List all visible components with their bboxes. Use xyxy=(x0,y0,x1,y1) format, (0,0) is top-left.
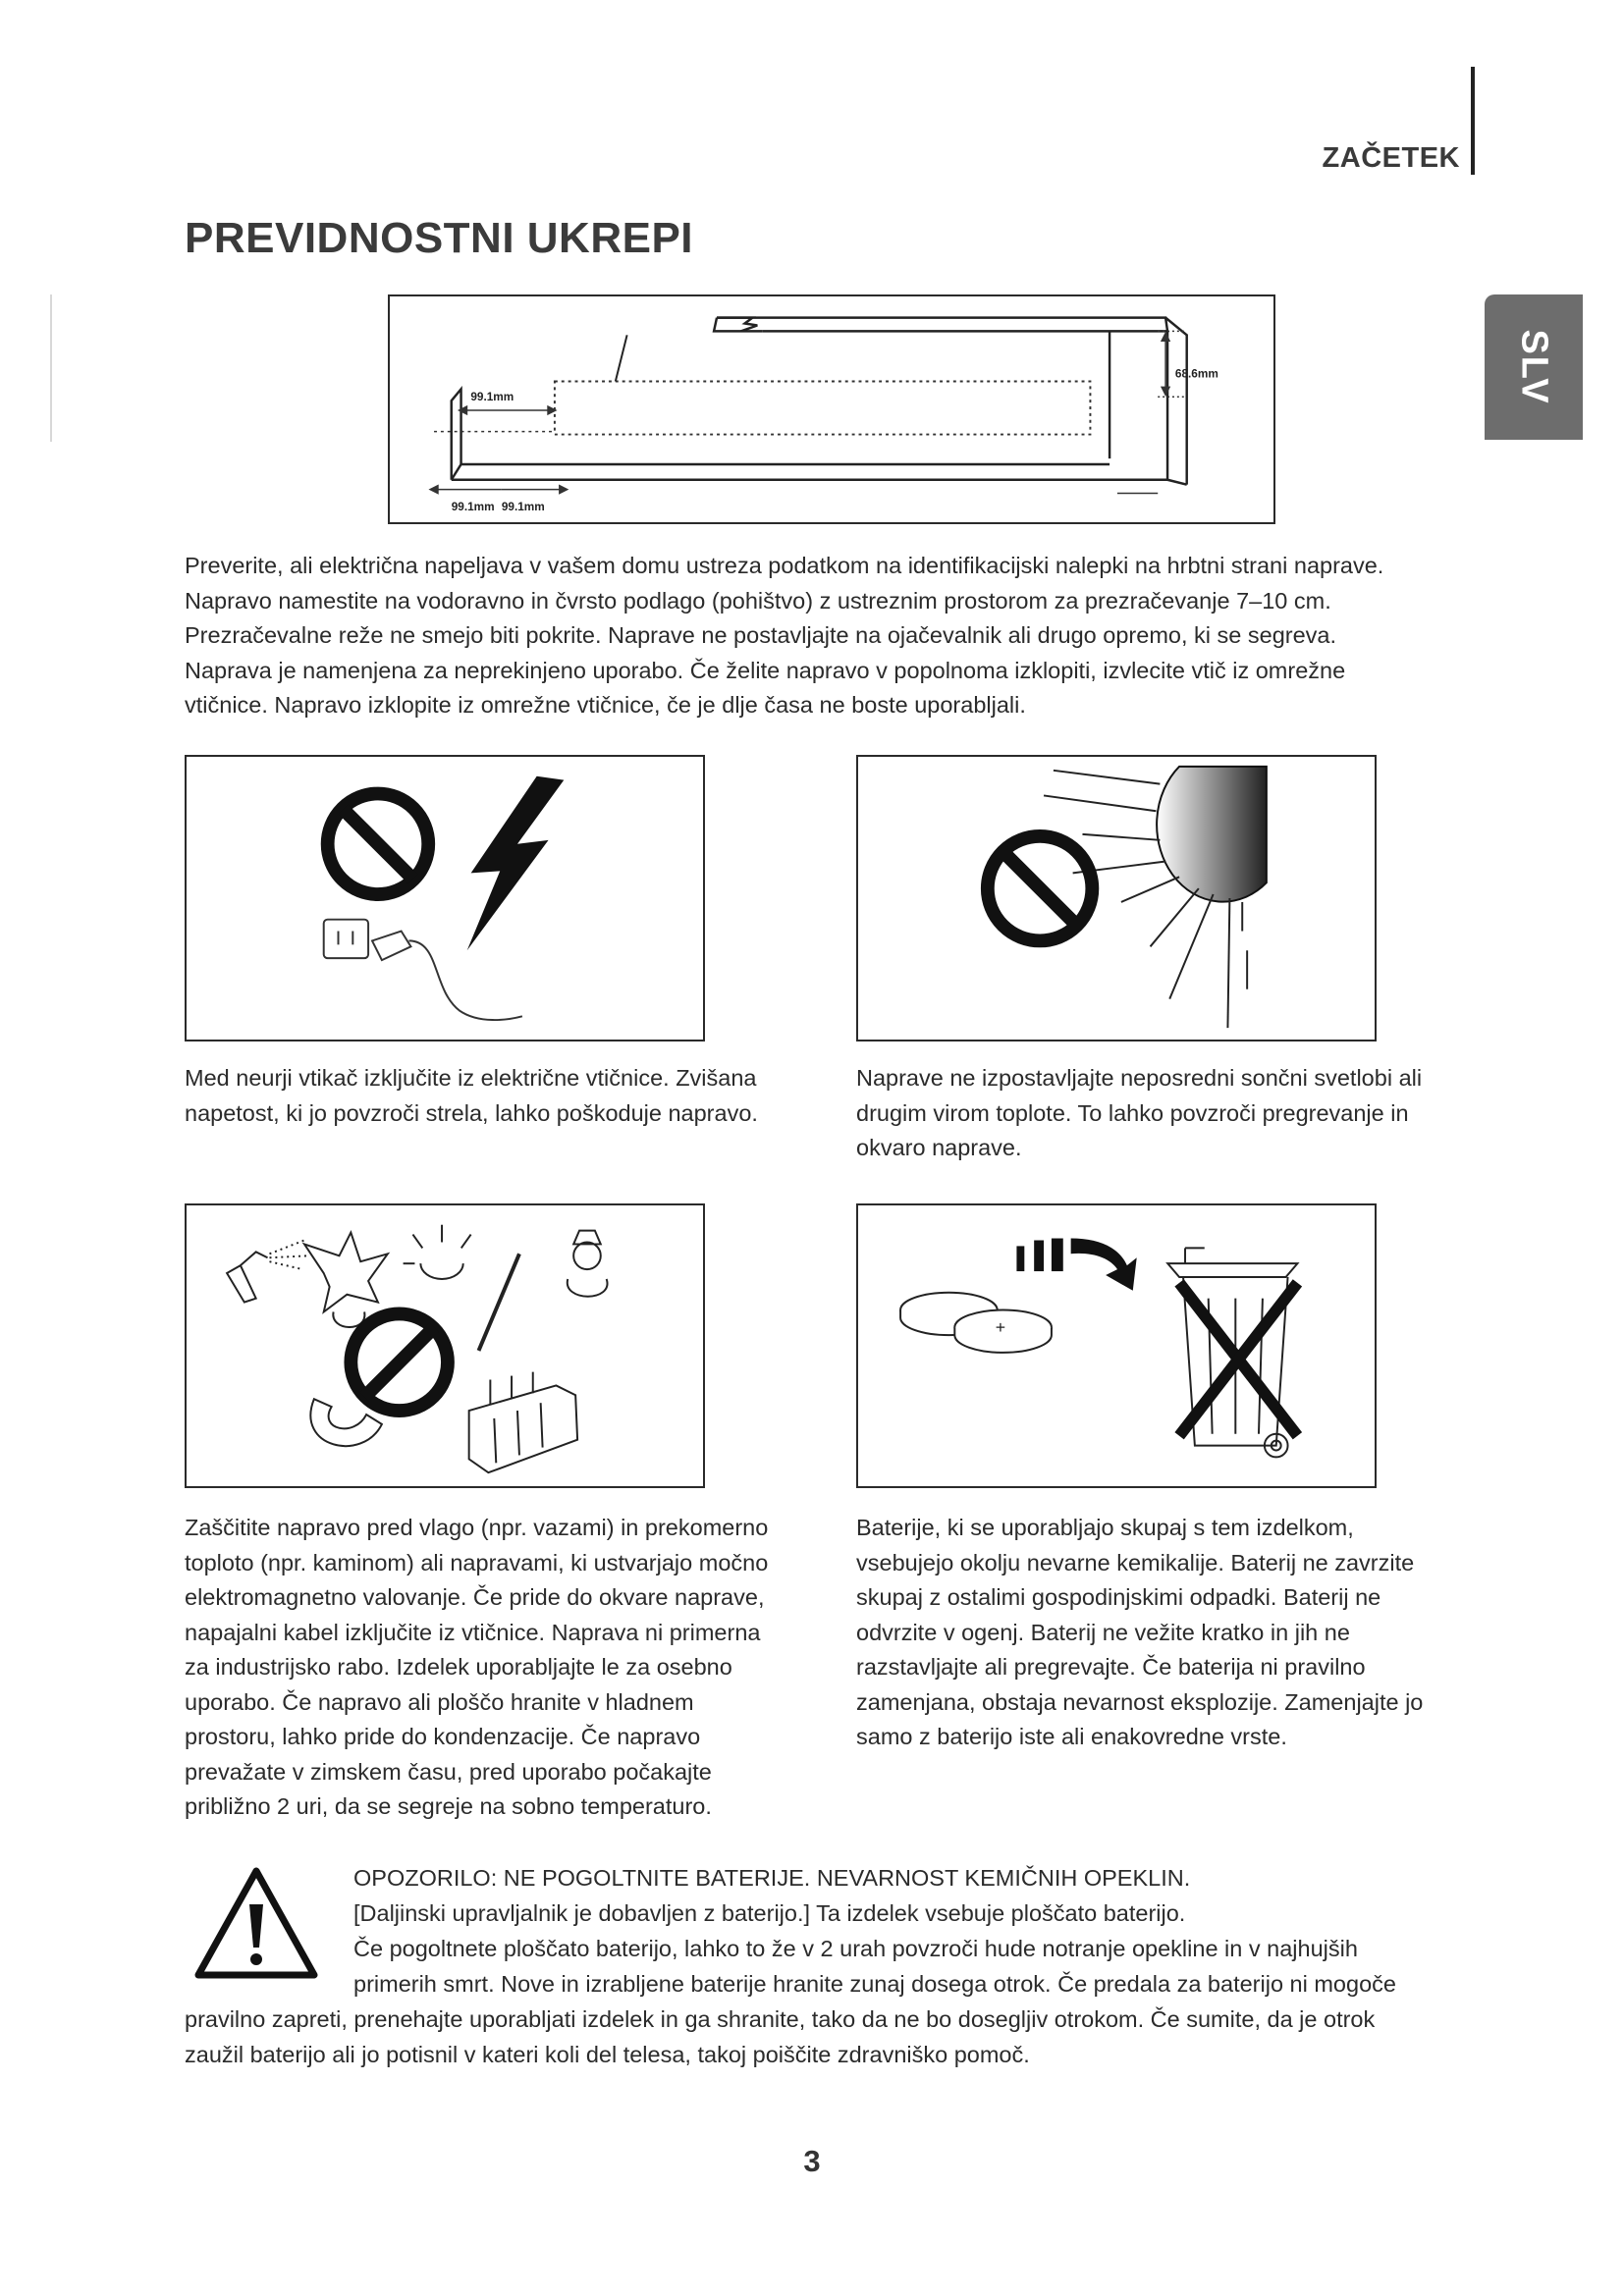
sunlight-figure xyxy=(856,755,1377,1041)
crossed-bin-icon xyxy=(1167,1248,1297,1457)
caption-line: Med neurji vtikač izključite iz električne vtičnice. Zvišana xyxy=(185,1065,757,1091)
caption-line: okvaro naprave. xyxy=(856,1135,1022,1160)
batteries-caption xyxy=(856,1511,1423,1755)
caption-line: samo z baterijo iste ali enakovredne vrste. xyxy=(856,1724,1287,1749)
caption-line: Zaščitite napravo pred vlago (npr. vazami) in prekomerno xyxy=(185,1515,769,1540)
sun-small-icon xyxy=(404,1225,471,1279)
caption-line: prevažate v zimskem času, pred uporabo počakajte xyxy=(185,1758,712,1785)
prohibition-icon xyxy=(328,793,429,894)
battery-disposal-figure xyxy=(856,1203,1377,1488)
bottom-left-clearance-label: 99.1mm xyxy=(451,501,495,514)
ventilation-clearance-figure xyxy=(388,294,1275,524)
bottom-right-clearance-label: 99.1mm xyxy=(501,501,545,514)
caption-line: vsebujejo okolju nevarne kemikalije. Baterij ne zavrzite xyxy=(856,1549,1415,1575)
sun-icon xyxy=(1044,767,1267,1028)
warning-line: [Daljinski upravljalnik je dobavljen z baterijo.] Ta izdelek vsebuje ploščato baterijo. xyxy=(353,1900,1186,1926)
caption-line: elektromagnetno valovanje. Če pride do okvare naprave, xyxy=(185,1584,765,1610)
warning-line: Če pogoltnete ploščato baterijo, lahko to že v 2 urah povzroči hude notranje opekline in v najhujših xyxy=(353,1936,1358,1961)
arrow-icon xyxy=(1016,1239,1136,1291)
top-clearance-label: 68.6mm xyxy=(1174,367,1218,381)
caption-line: prostoru, lahko pride do kondenzacije. Če napravo xyxy=(185,1724,701,1749)
warning-line: zaužil baterijo ali jo potisnil v kateri koli del telesa, takoj poiščite zdravniško pomoč. xyxy=(185,2042,1030,2067)
shelf-diagram xyxy=(390,296,1273,522)
hazards-caption xyxy=(185,1511,768,1825)
left-clearance-label: 99.1mm xyxy=(470,391,514,404)
intro-line: Prezračevalne reže ne smejo biti pokrite. Naprave ne postavljajte na ojačevalnik ali drugo opremo, ki se segreva. xyxy=(185,622,1337,648)
heater-icon xyxy=(469,1254,577,1472)
power-plug-icon xyxy=(324,920,522,1020)
caption-line: toploto (npr. kaminom) ali napravami, ki ustvarjajo močno xyxy=(185,1549,769,1575)
svg-text:+: + xyxy=(995,1317,1006,1338)
warning-line: pravilno zapreti, prenehajte uporabljati izdelek in ga shranite, tako da ne bo dosegljiv otrokom. Če sumite, da je otrok xyxy=(185,2006,1376,2032)
section-label: ZAČETEK xyxy=(1322,142,1460,174)
warning-line: primerih smrt. Nove in izrabljene baterije hranite zunaj dosega otrok. Če predala za baterijo ni mogoče xyxy=(353,1971,1396,1997)
language-tab-label: SLV xyxy=(1513,329,1555,405)
caption-line: razstavljajte ali pregrevajte. Če baterija ni pravilno xyxy=(856,1654,1366,1680)
caption-line: zamenjana, obstaja nevarnost eksplozije. Zamenjajte jo xyxy=(856,1688,1424,1715)
intro-line: Napravo namestite na vodoravno in čvrsto podlago (pohištvo) z ustreznim prostorom za prezračevanje 7–10 cm. xyxy=(185,587,1331,614)
lightning-figure xyxy=(185,755,705,1041)
caption-line: uporabo. Če napravo ali ploščo hranite v hladnem xyxy=(185,1688,694,1715)
intro-line: vtičnice. Napravo izklopite iz omrežne vtičnice, če je dlje časa ne boste uporabljali. xyxy=(185,692,1026,718)
page-number: 3 xyxy=(803,2144,821,2178)
language-tab xyxy=(1485,294,1583,440)
hazards-figure xyxy=(185,1203,705,1488)
spray-bottle-icon xyxy=(227,1241,308,1303)
prohibition-icon xyxy=(351,1313,448,1411)
caption-line: Baterije, ki se uporabljajo skupaj s tem izdelkom, xyxy=(856,1515,1354,1540)
intro-paragraph xyxy=(185,549,1383,723)
caption-line: Naprave ne izpostavljajte neposredni sončni svetlobi ali xyxy=(856,1065,1423,1091)
coin-battery-icon xyxy=(900,1293,1052,1353)
lightning-bolt-icon xyxy=(467,776,565,951)
sunlight-caption xyxy=(856,1061,1422,1166)
warning-triangle-icon xyxy=(192,1865,320,1983)
caption-line: napetost, ki jo povzroči strela, lahko poškoduje napravo. xyxy=(185,1099,758,1126)
caption-line: drugim virom toplote. To lahko povzroči pregrevanje in xyxy=(856,1099,1409,1126)
warning-heading: OPOZORILO: NE POGOLTNITE BATERIJE. NEVARNOST KEMIČNIH OPEKLIN. xyxy=(353,1865,1191,1891)
caption-line: skupaj z ostalimi gospodinjskimi odpadki. Baterij ne xyxy=(856,1584,1381,1610)
prohibition-icon xyxy=(988,836,1093,941)
caption-line: približno 2 uri, da se segreje na sobno temperaturo. xyxy=(185,1793,712,1819)
caption-line: odvrzite v ogenj. Baterij ne vežite kratko in jih ne xyxy=(856,1619,1350,1645)
page-title: PREVIDNOSTNI UKREPI xyxy=(185,214,694,262)
intro-line: Preverite, ali električna napeljava v vašem domu ustreza podatkom na identifikacijski nalepki na hrbtni strani naprave. xyxy=(185,553,1384,578)
header-divider xyxy=(1471,67,1475,175)
snowman-icon xyxy=(568,1231,608,1297)
caption-line: napajalni kabel izključite iz vtičnice. Naprava ni primerna xyxy=(185,1619,761,1645)
intro-line: Naprava je namenjena za neprekinjeno uporabo. Če želite napravo v popolnoma izklopiti, izvlecite vtič iz omrežne xyxy=(185,657,1346,683)
lightning-caption xyxy=(185,1061,758,1131)
margin-mark xyxy=(50,294,52,442)
caption-line: za industrijsko rabo. Izdelek uporabljajte le za osebno xyxy=(185,1654,732,1680)
